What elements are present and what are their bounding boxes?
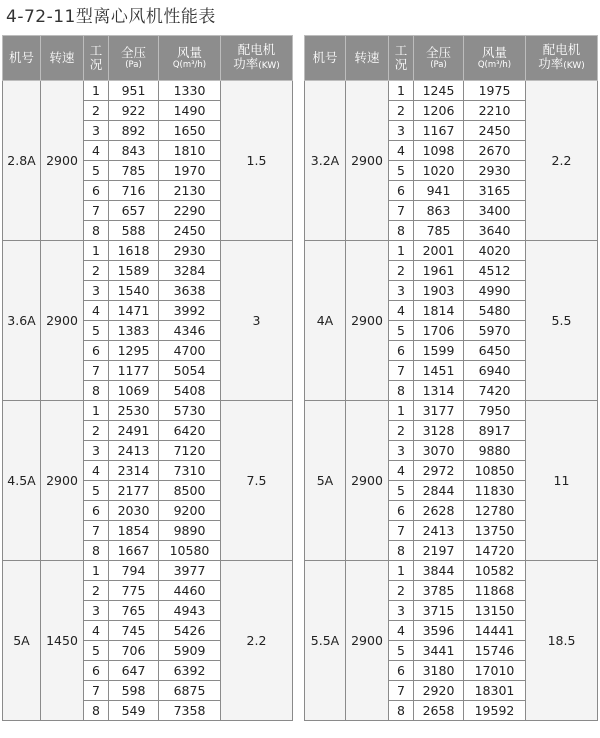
condition-cell: 1	[389, 241, 414, 261]
header-flow	[159, 36, 221, 81]
flow-cell: 10580	[159, 541, 221, 561]
speed-cell: 2900	[346, 401, 389, 561]
speed-cell: 2900	[41, 81, 84, 241]
model-cell: 4A	[305, 241, 346, 401]
table-row	[305, 401, 598, 421]
header-flow-unit: Q(m³/h)	[477, 60, 512, 70]
pressure-cell: 1471	[109, 301, 159, 321]
pressure-cell: 3844	[414, 561, 464, 581]
header-power-line1: 配电机	[237, 42, 276, 57]
flow-cell: 1970	[159, 161, 221, 181]
flow-cell: 8917	[464, 421, 526, 441]
condition-cell: 4	[84, 141, 109, 161]
flow-cell: 2210	[464, 101, 526, 121]
header-pressure	[109, 36, 159, 81]
condition-cell: 8	[84, 701, 109, 721]
pressure-cell: 1451	[414, 361, 464, 381]
header-pressure-label: 全压	[425, 45, 451, 60]
flow-cell: 14720	[464, 541, 526, 561]
condition-cell: 2	[84, 581, 109, 601]
condition-cell: 1	[84, 241, 109, 261]
table-header-row	[305, 36, 598, 81]
flow-cell: 2290	[159, 201, 221, 221]
speed-cell: 2900	[41, 401, 84, 561]
flow-cell: 18301	[464, 681, 526, 701]
header-power-line2-text: 功率	[538, 56, 564, 71]
flow-cell: 3992	[159, 301, 221, 321]
pressure-cell: 3596	[414, 621, 464, 641]
pressure-cell: 1069	[109, 381, 159, 401]
pressure-cell: 863	[414, 201, 464, 221]
pressure-cell: 1167	[414, 121, 464, 141]
condition-cell: 2	[389, 421, 414, 441]
flow-cell: 5054	[159, 361, 221, 381]
header-power	[221, 36, 293, 81]
condition-cell: 3	[84, 121, 109, 141]
condition-cell: 4	[389, 461, 414, 481]
condition-cell: 3	[84, 601, 109, 621]
flow-cell: 10850	[464, 461, 526, 481]
pressure-cell: 1098	[414, 141, 464, 161]
pressure-cell: 3128	[414, 421, 464, 441]
speed-cell: 2900	[41, 241, 84, 401]
pressure-cell: 1903	[414, 281, 464, 301]
condition-cell: 2	[389, 101, 414, 121]
table-body-left	[3, 81, 293, 721]
flow-cell: 1330	[159, 81, 221, 101]
speed-cell: 2900	[346, 81, 389, 241]
pressure-cell: 1599	[414, 341, 464, 361]
power-cell: 11	[526, 401, 598, 561]
flow-cell: 9200	[159, 501, 221, 521]
flow-cell: 5408	[159, 381, 221, 401]
condition-cell: 1	[389, 401, 414, 421]
flow-cell: 7950	[464, 401, 526, 421]
condition-cell: 4	[389, 141, 414, 161]
flow-cell: 13750	[464, 521, 526, 541]
condition-cell: 5	[389, 641, 414, 661]
flow-cell: 6875	[159, 681, 221, 701]
power-cell: 1.5	[221, 81, 293, 241]
flow-cell: 7420	[464, 381, 526, 401]
header-pressure	[414, 36, 464, 81]
header-condition-line1: 工	[394, 43, 408, 58]
pressure-cell: 941	[414, 181, 464, 201]
condition-cell: 1	[84, 401, 109, 421]
table-body-right	[305, 81, 598, 721]
condition-cell: 8	[389, 541, 414, 561]
header-power-line2	[526, 57, 597, 73]
speed-cell: 1450	[41, 561, 84, 721]
flow-cell: 1810	[159, 141, 221, 161]
condition-cell: 8	[84, 541, 109, 561]
condition-cell: 5	[84, 161, 109, 181]
performance-table-right	[304, 35, 598, 721]
flow-cell: 6450	[464, 341, 526, 361]
table-row	[305, 81, 598, 101]
condition-cell: 4	[84, 301, 109, 321]
pressure-cell: 1854	[109, 521, 159, 541]
model-cell: 5.5A	[305, 561, 346, 721]
condition-cell: 4	[84, 461, 109, 481]
condition-cell: 8	[84, 221, 109, 241]
pressure-cell: 3180	[414, 661, 464, 681]
flow-cell: 2450	[464, 121, 526, 141]
pressure-cell: 647	[109, 661, 159, 681]
pressure-cell: 1814	[414, 301, 464, 321]
flow-cell: 9880	[464, 441, 526, 461]
condition-cell: 2	[84, 421, 109, 441]
pressure-cell: 1961	[414, 261, 464, 281]
table-row	[3, 81, 293, 101]
condition-cell: 7	[84, 361, 109, 381]
header-condition	[389, 36, 414, 81]
condition-cell: 3	[389, 441, 414, 461]
condition-cell: 6	[84, 661, 109, 681]
power-cell: 18.5	[526, 561, 598, 721]
flow-cell: 15746	[464, 641, 526, 661]
power-cell: 2.2	[221, 561, 293, 721]
pressure-cell: 3177	[414, 401, 464, 421]
condition-cell: 3	[389, 601, 414, 621]
flow-cell: 7310	[159, 461, 221, 481]
speed-cell: 2900	[346, 561, 389, 721]
pressure-cell: 2920	[414, 681, 464, 701]
pressure-cell: 785	[414, 221, 464, 241]
flow-cell: 2670	[464, 141, 526, 161]
pressure-cell: 2491	[109, 421, 159, 441]
condition-cell: 7	[389, 521, 414, 541]
header-model: 机号	[305, 36, 346, 81]
pressure-cell: 2844	[414, 481, 464, 501]
flow-cell: 8500	[159, 481, 221, 501]
header-model: 机号	[3, 36, 41, 81]
pressure-cell: 1314	[414, 381, 464, 401]
condition-cell: 7	[84, 681, 109, 701]
pressure-cell: 2972	[414, 461, 464, 481]
pressure-cell: 3070	[414, 441, 464, 461]
pressure-cell: 2177	[109, 481, 159, 501]
condition-cell: 8	[389, 381, 414, 401]
condition-cell: 2	[389, 261, 414, 281]
pressure-cell: 1589	[109, 261, 159, 281]
condition-cell: 7	[389, 201, 414, 221]
condition-cell: 3	[84, 281, 109, 301]
header-pressure-unit: (Pa)	[125, 60, 142, 70]
table-row	[305, 561, 598, 581]
flow-cell: 3640	[464, 221, 526, 241]
condition-cell: 6	[84, 341, 109, 361]
header-flow	[464, 36, 526, 81]
condition-cell: 1	[389, 561, 414, 581]
pressure-cell: 706	[109, 641, 159, 661]
pressure-cell: 1020	[414, 161, 464, 181]
pressure-cell: 922	[109, 101, 159, 121]
flow-cell: 19592	[464, 701, 526, 721]
header-speed: 转速	[346, 36, 389, 81]
flow-cell: 5730	[159, 401, 221, 421]
pressure-cell: 2001	[414, 241, 464, 261]
flow-cell: 3400	[464, 201, 526, 221]
model-cell: 2.8A	[3, 81, 41, 241]
pressure-cell: 2530	[109, 401, 159, 421]
page-title: 4-72-11型离心风机性能表	[6, 7, 216, 27]
pressure-cell: 2314	[109, 461, 159, 481]
header-power-unit: (KW)	[563, 61, 585, 71]
condition-cell: 2	[389, 581, 414, 601]
flow-cell: 5970	[464, 321, 526, 341]
flow-cell: 2930	[159, 241, 221, 261]
pressure-cell: 794	[109, 561, 159, 581]
condition-cell: 6	[389, 501, 414, 521]
flow-cell: 4700	[159, 341, 221, 361]
pressure-cell: 657	[109, 201, 159, 221]
flow-cell: 3165	[464, 181, 526, 201]
pressure-cell: 1618	[109, 241, 159, 261]
header-flow-unit: Q(m³/h)	[172, 60, 207, 70]
flow-cell: 11830	[464, 481, 526, 501]
pressure-cell: 3715	[414, 601, 464, 621]
condition-cell: 5	[84, 641, 109, 661]
condition-cell: 6	[84, 181, 109, 201]
pressure-cell: 2030	[109, 501, 159, 521]
flow-cell: 3284	[159, 261, 221, 281]
model-cell: 3.2A	[305, 81, 346, 241]
pressure-cell: 1706	[414, 321, 464, 341]
flow-cell: 7358	[159, 701, 221, 721]
pressure-cell: 598	[109, 681, 159, 701]
pressure-cell: 951	[109, 81, 159, 101]
condition-cell: 2	[84, 101, 109, 121]
power-cell: 2.2	[526, 81, 598, 241]
header-condition-line2: 况	[394, 57, 408, 72]
pressure-cell: 3441	[414, 641, 464, 661]
header-pressure-label: 全压	[120, 45, 146, 60]
model-cell: 4.5A	[3, 401, 41, 561]
model-cell: 3.6A	[3, 241, 41, 401]
pressure-cell: 1540	[109, 281, 159, 301]
header-power-line2	[221, 57, 292, 73]
flow-cell: 6392	[159, 661, 221, 681]
table-row	[305, 241, 598, 261]
flow-cell: 17010	[464, 661, 526, 681]
flow-cell: 5426	[159, 621, 221, 641]
table-header-row	[3, 36, 293, 81]
flow-cell: 12780	[464, 501, 526, 521]
header-condition-line1: 工	[89, 43, 103, 58]
table-row	[3, 241, 293, 261]
pressure-cell: 2658	[414, 701, 464, 721]
power-cell: 3	[221, 241, 293, 401]
flow-cell: 1650	[159, 121, 221, 141]
pressure-cell: 588	[109, 221, 159, 241]
condition-cell: 1	[84, 561, 109, 581]
pressure-cell: 3785	[414, 581, 464, 601]
condition-cell: 2	[84, 261, 109, 281]
table-row	[3, 401, 293, 421]
pressure-cell: 745	[109, 621, 159, 641]
flow-cell: 10582	[464, 561, 526, 581]
flow-cell: 1975	[464, 81, 526, 101]
pressure-cell: 843	[109, 141, 159, 161]
performance-table-left	[2, 35, 293, 721]
pressure-cell: 1177	[109, 361, 159, 381]
header-power-line1: 配电机	[542, 42, 581, 57]
flow-cell: 5909	[159, 641, 221, 661]
pressure-cell: 892	[109, 121, 159, 141]
flow-cell: 4346	[159, 321, 221, 341]
pressure-cell: 785	[109, 161, 159, 181]
flow-cell: 4943	[159, 601, 221, 621]
flow-cell: 3638	[159, 281, 221, 301]
condition-cell: 5	[389, 161, 414, 181]
condition-cell: 1	[389, 81, 414, 101]
header-power-line2-text: 功率	[233, 56, 259, 71]
pressure-cell: 2413	[414, 521, 464, 541]
table-row	[3, 561, 293, 581]
flow-cell: 6940	[464, 361, 526, 381]
header-pressure-unit: (Pa)	[430, 60, 447, 70]
pressure-cell: 1245	[414, 81, 464, 101]
condition-cell: 5	[389, 481, 414, 501]
header-condition	[84, 36, 109, 81]
condition-cell: 5	[84, 481, 109, 501]
condition-cell: 6	[389, 661, 414, 681]
flow-cell: 4512	[464, 261, 526, 281]
condition-cell: 7	[389, 681, 414, 701]
condition-cell: 8	[389, 701, 414, 721]
pressure-cell: 1295	[109, 341, 159, 361]
flow-cell: 14441	[464, 621, 526, 641]
model-cell: 5A	[305, 401, 346, 561]
speed-cell: 2900	[346, 241, 389, 401]
condition-cell: 3	[84, 441, 109, 461]
condition-cell: 7	[84, 521, 109, 541]
flow-cell: 2930	[464, 161, 526, 181]
pressure-cell: 2628	[414, 501, 464, 521]
flow-cell: 4460	[159, 581, 221, 601]
condition-cell: 6	[389, 181, 414, 201]
condition-cell: 4	[389, 301, 414, 321]
pressure-cell: 549	[109, 701, 159, 721]
condition-cell: 4	[84, 621, 109, 641]
power-cell: 5.5	[526, 241, 598, 401]
flow-cell: 1490	[159, 101, 221, 121]
pressure-cell: 716	[109, 181, 159, 201]
header-condition-line2: 况	[89, 57, 103, 72]
power-cell: 7.5	[221, 401, 293, 561]
flow-cell: 5480	[464, 301, 526, 321]
condition-cell: 3	[389, 281, 414, 301]
condition-cell: 8	[84, 381, 109, 401]
pressure-cell: 1383	[109, 321, 159, 341]
condition-cell: 6	[389, 341, 414, 361]
header-flow-label: 风量	[176, 45, 202, 60]
flow-cell: 2130	[159, 181, 221, 201]
pressure-cell: 775	[109, 581, 159, 601]
condition-cell: 8	[389, 221, 414, 241]
pressure-cell: 1667	[109, 541, 159, 561]
model-cell: 5A	[3, 561, 41, 721]
condition-cell: 1	[84, 81, 109, 101]
flow-cell: 11868	[464, 581, 526, 601]
flow-cell: 9890	[159, 521, 221, 541]
flow-cell: 2450	[159, 221, 221, 241]
condition-cell: 5	[84, 321, 109, 341]
header-flow-label: 风量	[481, 45, 507, 60]
flow-cell: 4020	[464, 241, 526, 261]
header-power	[526, 36, 598, 81]
condition-cell: 6	[84, 501, 109, 521]
flow-cell: 7120	[159, 441, 221, 461]
flow-cell: 13150	[464, 601, 526, 621]
pressure-cell: 765	[109, 601, 159, 621]
flow-cell: 6420	[159, 421, 221, 441]
flow-cell: 4990	[464, 281, 526, 301]
condition-cell: 7	[389, 361, 414, 381]
pressure-cell: 2413	[109, 441, 159, 461]
condition-cell: 3	[389, 121, 414, 141]
header-power-unit: (KW)	[258, 61, 280, 71]
pressure-cell: 2197	[414, 541, 464, 561]
pressure-cell: 1206	[414, 101, 464, 121]
condition-cell: 5	[389, 321, 414, 341]
condition-cell: 7	[84, 201, 109, 221]
condition-cell: 4	[389, 621, 414, 641]
flow-cell: 3977	[159, 561, 221, 581]
header-speed: 转速	[41, 36, 84, 81]
